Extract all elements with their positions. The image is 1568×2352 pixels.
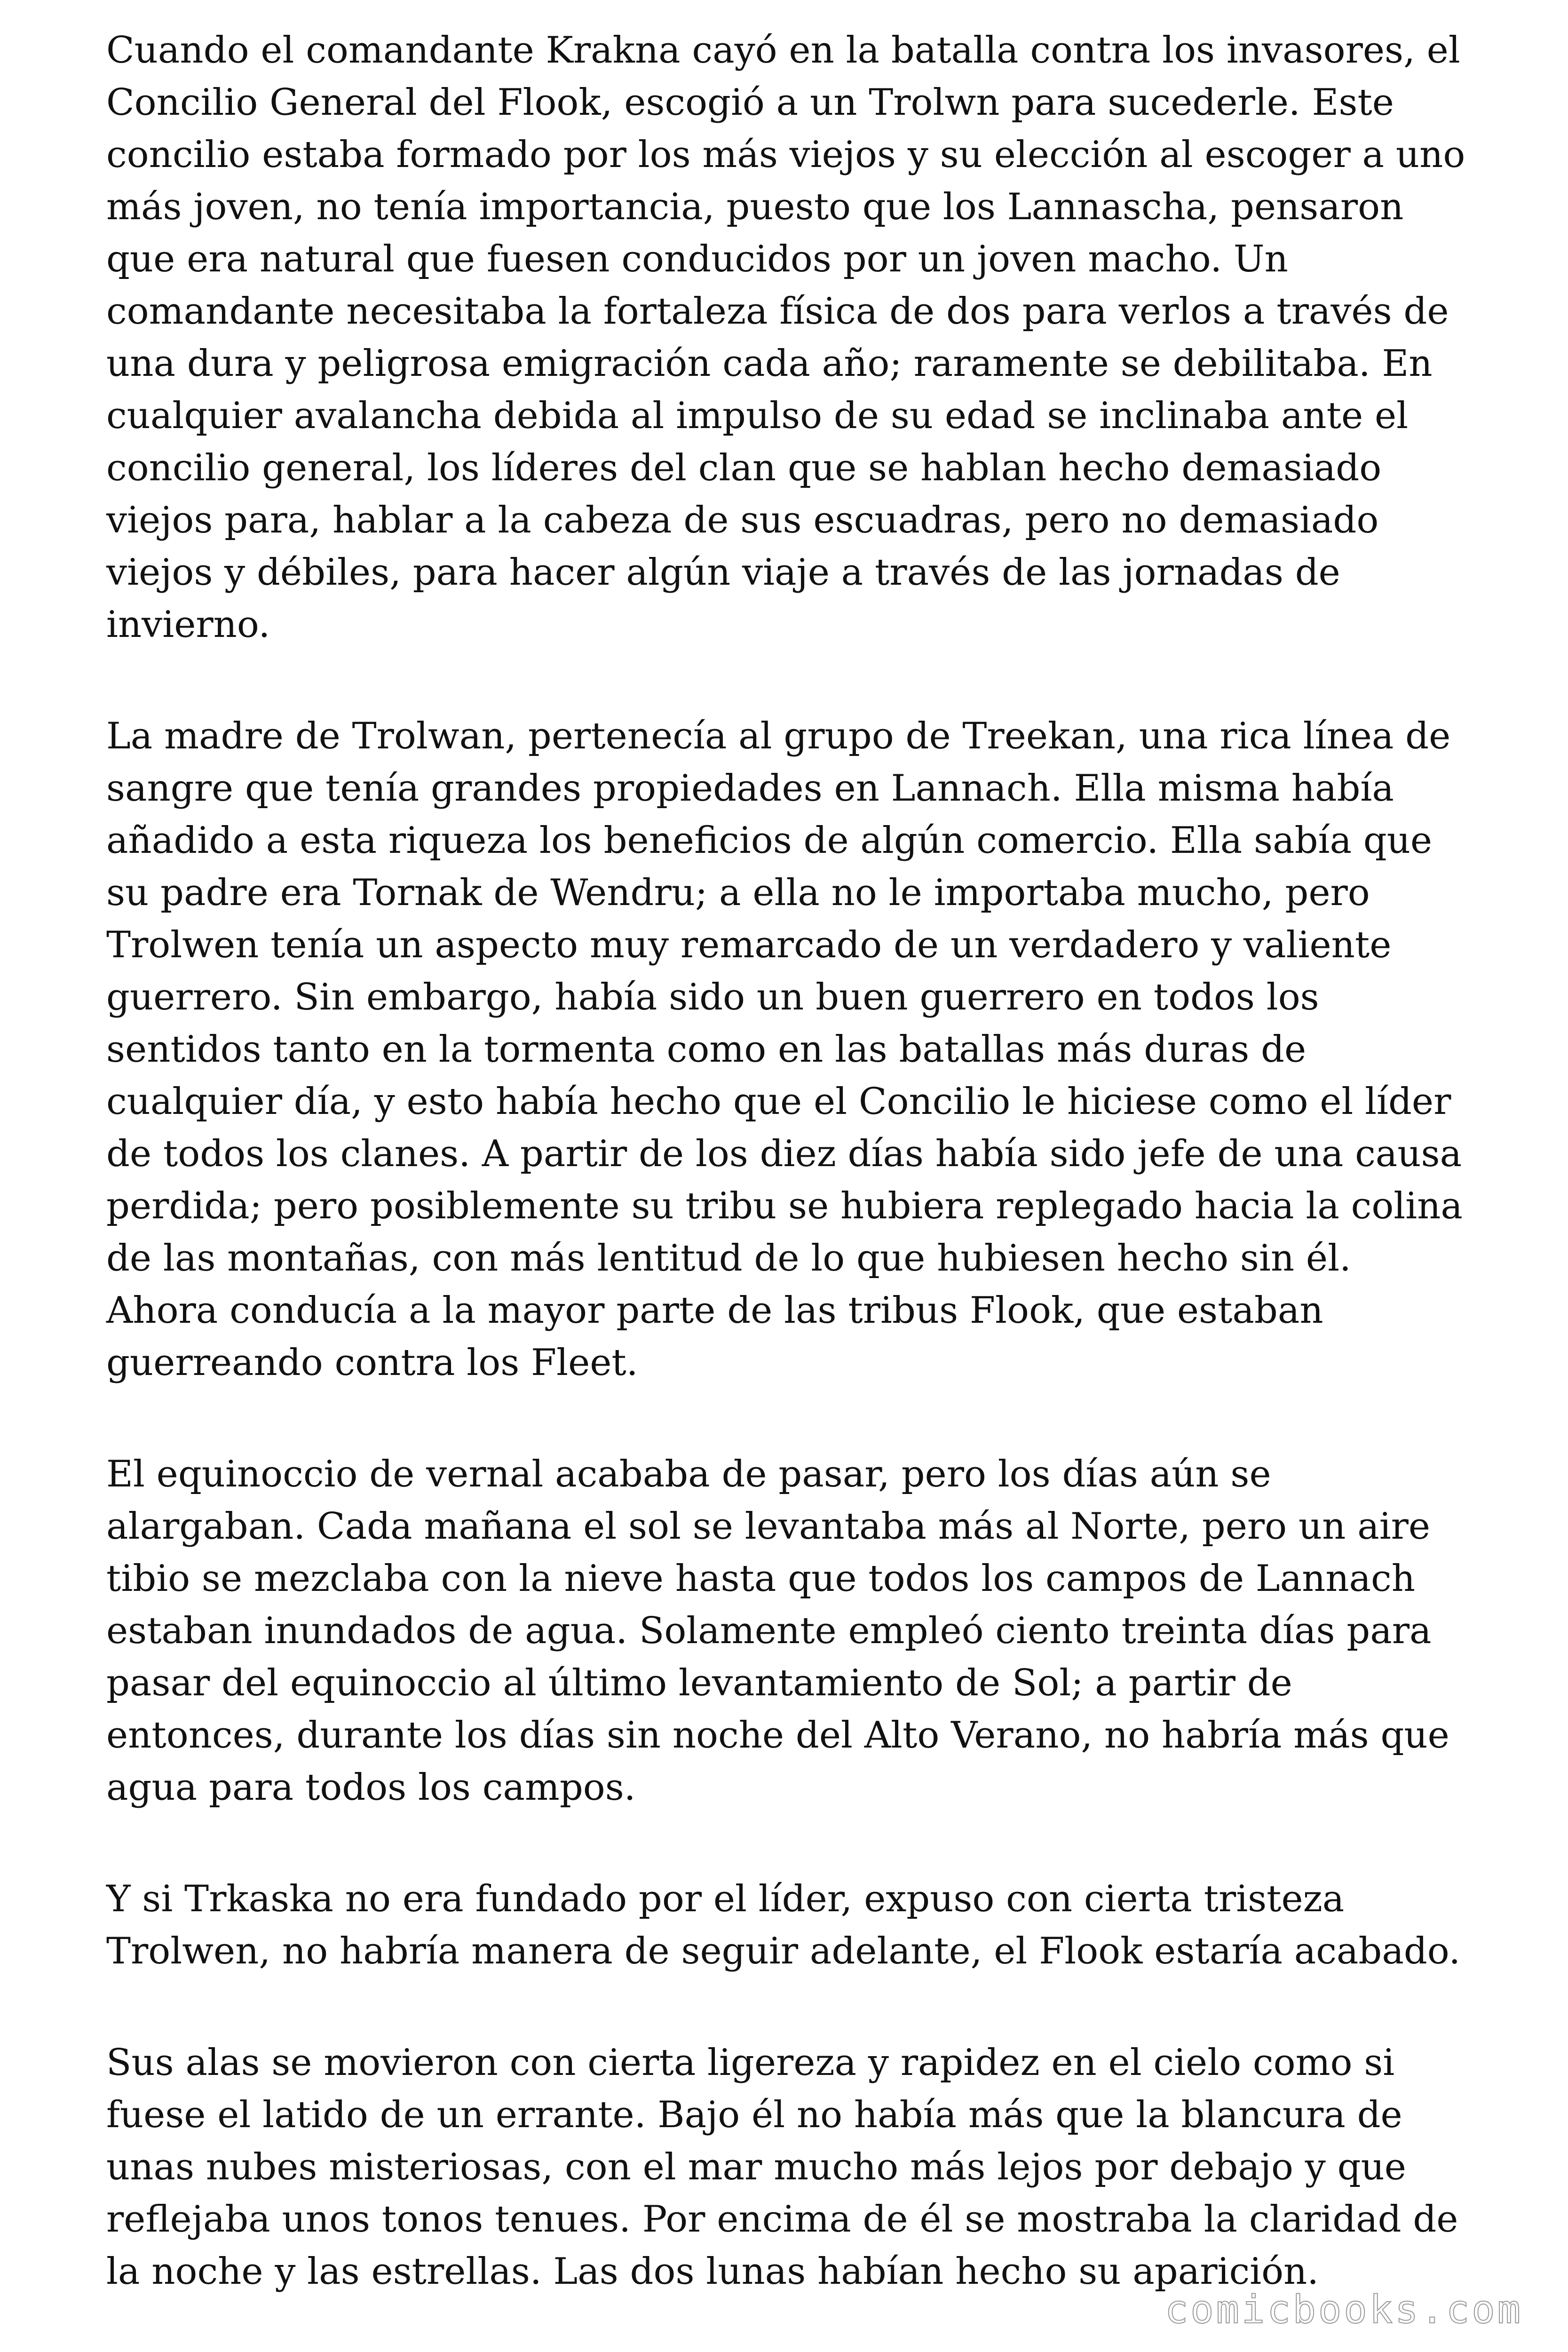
story-text (106, 24, 1468, 2298)
paragraph-1: Cuando el comandante Krakna cayó en la batalla contra los invasores, el Concilio General del Flook, escogió a un Trolwn para sucederle. Este concilio estaba formado por los más viejos y su elección al escoger a uno más joven, no tenía importancia, puesto que los Lannascha, pensaron que era natural que fuesen conducidos por un joven macho. Un comandante necesitaba la fortaleza física de dos para verlos a través de una dura y peligrosa emigración cada año; raramente se debilitaba. En cualquier avalancha debida al impulso de su edad se inclinaba ante el concilio general, los líderes del clan que se hablan hecho demasiado viejos para, hablar a la cabeza de sus escuadras, pero no demasiado viejos y débiles, para hacer algún viaje a través de las jornadas de invierno. (106, 29, 1465, 646)
paragraph-3: El equinoccio de vernal acababa de pasar, pero los días aún se alargaban. Cada mañana el sol se levantaba más al Norte, pero un aire tibio se mezclaba con la nieve hasta que todos los campos de Lannach estaban inundados de agua. Solamente empleó ciento treinta días para pasar del equinoccio al último levantamiento de Sol; a partir de entonces, durante los días sin noche del Alto Verano, no habría más que agua para todos los campos. (106, 1453, 1449, 1809)
paragraph-2: La madre de Trolwan, pertenecía al grupo de Treekan, una rica línea de sangre que tenía grandes propiedades en Lannach. Ella misma había añadido a esta riqueza los beneficios de algún comercio. Ella sabía que su padre era Tornak de Wendru; a ella no le importaba mucho, pero Trolwen tenía un aspecto muy remarcado de un verdadero y valiente guerrero. Sin embargo, había sido un buen guerrero en todos los sentidos tanto en la tormenta como en las batallas más duras de cualquier día, y esto había hecho que el Concilio le hiciese como el líder de todos los clanes. A partir de los diez días había sido jefe de una causa perdida; pero posiblemente su tribu se hubiera replegado hacia la colina de las montañas, con más lentitud de lo que hubiesen hecho sin él. Ahora conducía a la mayor parte de las tribus Flook, que estaban guerreando contra los Fleet. (106, 715, 1463, 1384)
paragraph-5: Sus alas se movieron con cierta ligereza y rapidez en el cielo como si fuese el latido de un errante. Bajo él no había más que la blancura de unas nubes misteriosas, con el mar mucho más lejos por debajo y que reflejaba unos tonos tenues. Por encima de él se mostraba la claridad de la noche y las estrellas. Las dos lunas habían hecho su aparición. (106, 2042, 1458, 2293)
paragraph-4: Y si Trkaska no era fundado por el líder, expuso con cierta tristeza Trolwen, no habría manera de seguir adelante, el Flook estaría acabado. (106, 1878, 1461, 1972)
site-watermark: comicbooks.com (1164, 2288, 1523, 2332)
